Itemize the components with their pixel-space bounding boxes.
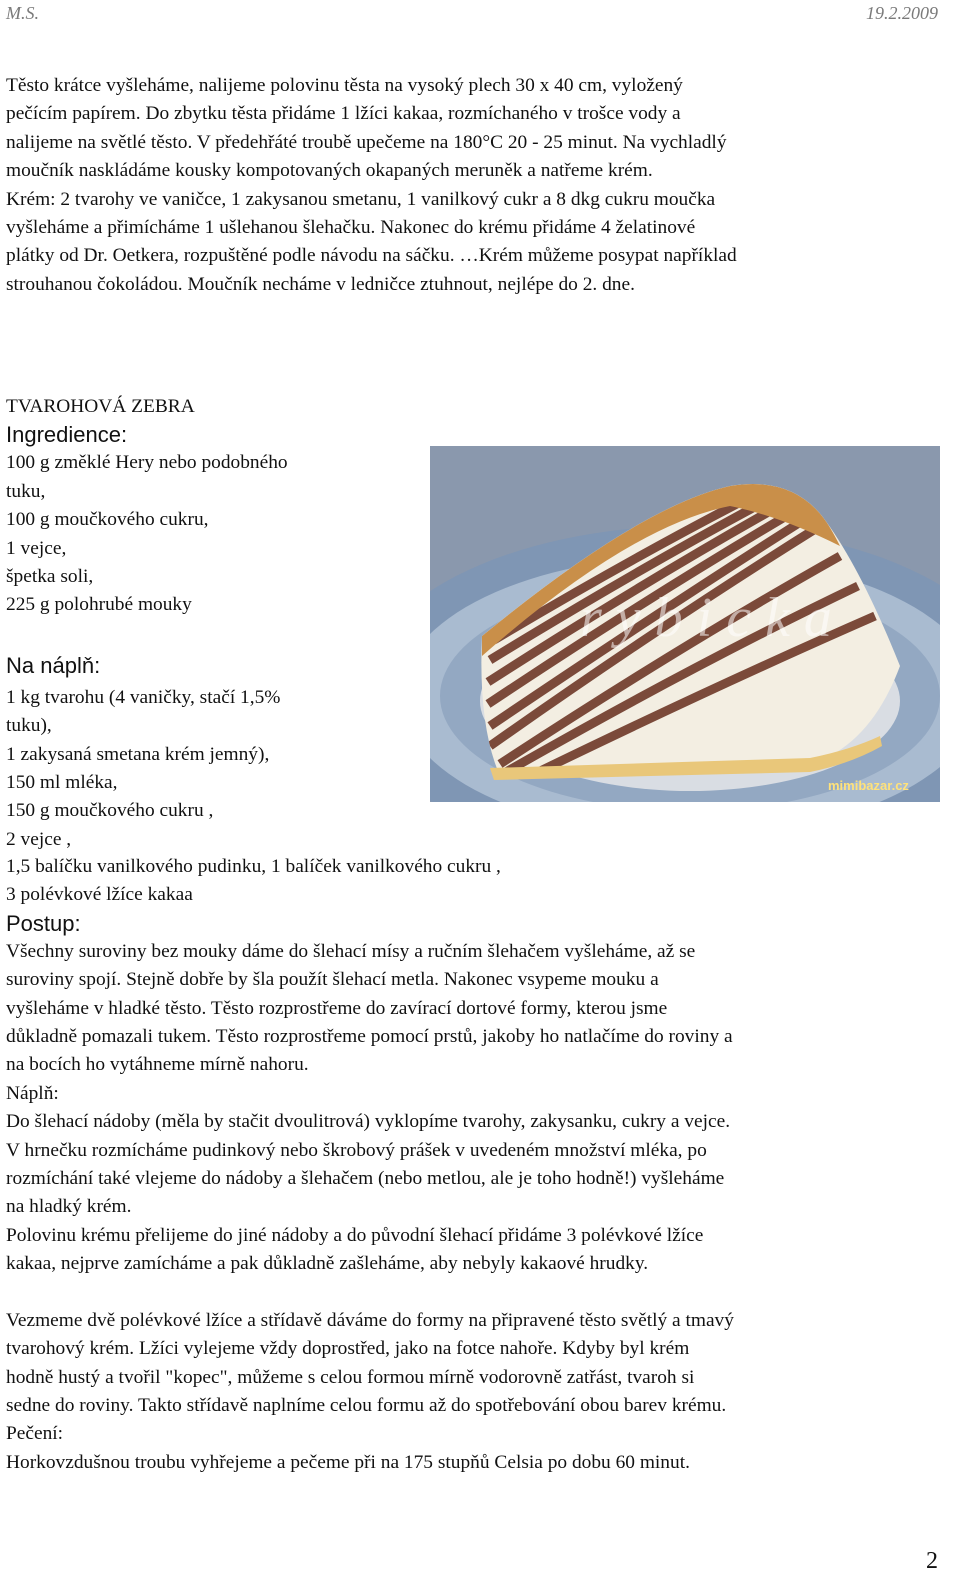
layering-line: Vezmeme dvě polévkové lžíce a střídavě dáváme do formy na připravené těsto světlý a tmavý [6,1309,734,1331]
intro-line: strouhanou čokoládou. Moučník necháme v ledničce ztuhnout, nejlépe do 2. dne. [6,273,635,295]
filling-procedure-line: kakaa, nejprve zamícháme a pak důkladně zašleháme, aby nebyly kakaové hrudky. [6,1253,649,1275]
ingredients-section [6,393,426,854]
ingredients-heading: Ingredience: [6,422,128,448]
filling-item: 150 g moučkového cukru , [6,800,214,822]
filling-heading: Na náplň: [6,652,101,678]
procedure-line: Všechny suroviny bez mouky dáme do šlehací mísy a ručním šlehačem vyšleháme, až se [6,940,696,962]
procedure-line: důkladně pomazali tukem. Těsto rozprostřeme pomocí prstů, jakoby ho natlačíme do roviny a [6,1026,733,1048]
instructions-section [6,853,941,1477]
baking-line: Horkovzdušnou troubu vyhřejeme a pečeme při na 175 stupňů Celsia po dobu 60 minut. [6,1451,690,1473]
layering-line: tvarohový krém. Lžíci vylejeme vždy doprostřed, jako na fotce nahoře. Kdyby byl krém [6,1338,690,1360]
filling-procedure-line: Polovinu krému přelijeme do jiné nádoby a do původní šlehací přidáme 3 polévkové lžíce [6,1224,704,1246]
filling-item: 2 vejce , [6,828,72,850]
intro-line: pečícím papírem. Do zbytku těsta přidáme 1 lžíci kakaa, rozmíchaného v trošce vody a [6,103,681,125]
ingredient-item: 1 vejce, [6,537,67,559]
filling-procedure-line: rozmíchání také vlejeme do nádoby a šlehačem (nebo metlou, ale je toho hodně!) vyšleháme [6,1168,725,1190]
ingredient-item: tuku, [6,480,46,502]
filling-procedure-line: na hladký krém. [6,1196,132,1218]
procedure-line: vyšleháme v hladké těsto. Těsto rozprostřeme do zavírací dortové formy, kterou jsme [6,997,668,1019]
photo-logo: mimibazar.cz [828,778,909,793]
header-date: 19.2.2009 [866,3,938,23]
filling-item: 1,5 balíčku vanilkového pudinku, 1 balíček vanilkového cukru , [6,856,501,877]
filling-sub-heading: Náplň: [6,1082,59,1104]
procedure-line: na bocích ho vytáhneme mírně nahoru. [6,1054,309,1076]
filling-item: 1 kg tvarohu (4 vaničky, stačí 1,5% [6,686,281,708]
procedure-heading: Postup: [6,910,81,936]
intro-line: plátky od Dr. Oetkera, rozpuštěné podle návodu na sáčku. …Krém můžeme posypat například [6,245,737,267]
filling-item: 150 ml mléka, [6,772,118,794]
intro-line: vyšleháme a přimícháme 1 ušlehanou šlehačku. Nakonec do krému přidáme 4 želatinové [6,217,696,239]
photo-watermark: rybicka [580,587,846,649]
intro-paragraph [6,72,941,299]
intro-line: Krém: 2 tvarohy ve vaničce, 1 zakysanou smetanu, 1 vanilkový cukr a 8 dkg cukru moučka [6,188,716,210]
ingredient-item: špetka soli, [6,566,94,588]
intro-line: Těsto krátce vyšleháme, nalijeme polovinu těsta na vysoký plech 30 x 40 cm, vyložený [6,75,683,96]
procedure-line: suroviny spojí. Stejně dobře by šla použít šlehací metla. Nakonec vsypeme mouku a [6,969,659,991]
filling-item: tuku), [6,715,52,737]
layering-line: hodně hustý a tvořil "kopec", můžeme s celou formou mírně vodorovně zatřást, tvaroh si [6,1366,695,1388]
filling-item: 3 polévkové lžíce kakaa [6,884,193,906]
header-author: M.S. [6,3,39,23]
ingredient-item: 225 g polohrubé mouky [6,594,192,616]
layering-line: sedne do roviny. Takto střídavě naplníme celou formu až do spotřebování obou barev krému. [6,1394,727,1416]
filling-procedure-line: Do šlehací nádoby (měla by stačit dvoulitrová) vyklopíme tvarohy, zakysanku, cukry a vejce. [6,1111,731,1133]
zebra-cake-photo [430,446,940,802]
page-number: 2 [926,1548,938,1574]
filling-item: 1 zakysaná smetana krém jemný), [6,743,270,765]
recipe-title: TVAROHOVÁ ZEBRA [6,396,195,417]
filling-procedure-line: V hrnečku rozmícháme pudinkový nebo škrobový prášek v uvedeném množství mléka, po [6,1139,707,1161]
ingredient-item: 100 g moučkového cukru, [6,509,209,531]
ingredient-item: 100 g změklé Hery nebo podobného [6,452,288,474]
intro-line: moučník naskládáme kousky kompotovaných okapaných meruněk a natřeme krém. [6,160,653,182]
intro-line: nalijeme na světlé těsto. V předehřáté troubě upečeme na 180°C 20 - 25 minut. Na vychladlý [6,131,727,153]
baking-heading: Pečení: [6,1423,64,1445]
